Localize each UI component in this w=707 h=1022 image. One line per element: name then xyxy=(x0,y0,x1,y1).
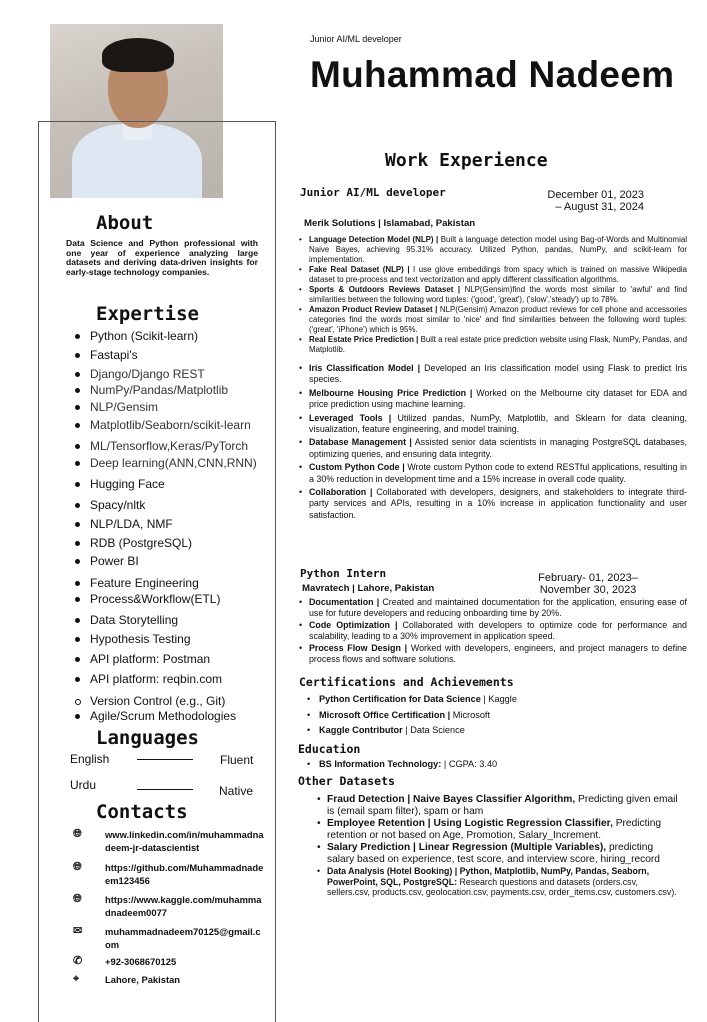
job-bullet: • Sports & Outdoors Reviews Dataset | NLP(Gensim)find the words most similar to 'awful' and find similarities between the following word tuples: ('good', 'great'), ('slow','steady') up to 78%. xyxy=(299,285,687,305)
expertise-item: Data Storytelling xyxy=(90,613,178,627)
globe-icon: 🌐︎ xyxy=(73,861,82,873)
dataset-item: • Employee Retention | Using Logistic Regression Classifier, Predicting retention or not based on Age, Promotion, Salary_Increment. xyxy=(317,818,682,841)
expertise-heading: Expertise xyxy=(96,303,199,325)
job-bullet: • Custom Python Code | Wrote custom Python code to extend RESTful applications, resulting in a 30% reduction in development time and a 15% increase in overall code quality. xyxy=(299,462,687,485)
contact-github[interactable]: 🌐︎ https://github.com/Muhammadnadeem123456 xyxy=(73,861,264,886)
about-text: Data Science and Python professional with one year of experience analyzing large datasets and deriving data-driven insights for early-stage technology companies. xyxy=(66,238,258,277)
certification-item: • Kaggle Contributor | Data Science xyxy=(299,723,689,739)
language-level: Fluent xyxy=(220,753,254,767)
job-company: Mavratech | Lahore, Pakistan xyxy=(302,583,435,594)
dataset-item: • Salary Prediction | Linear Regression (Multiple Variables), predicting salary based on experience, test score, and interview score, hiring_record xyxy=(317,842,682,865)
location-pin-icon: ⌖ xyxy=(73,973,80,985)
expertise-item: Power BI xyxy=(90,554,139,568)
job-bullet: • Process Flow Design | Worked with developers, engineers, and project managers to define process flows and software solutions. xyxy=(299,643,687,666)
header-role: Junior AI/ML developer xyxy=(310,34,402,44)
expertise-item: NumPy/Pandas/Matplotlib xyxy=(90,383,228,397)
job-bullet: • Collaboration | Collaborated with developers, designers, and stakeholders to integrate third-party services and APIs, resulting in a 10% increase in application functionality and user satisfaction. xyxy=(299,487,687,521)
about-heading: About xyxy=(96,212,154,234)
phone-icon: ✆ xyxy=(73,955,83,967)
globe-icon: 🌐︎ xyxy=(73,893,82,905)
contacts-heading: Contacts xyxy=(96,801,188,823)
education-heading: Education xyxy=(298,742,361,756)
job-bullet: • Iris Classification Model | Developed an Iris classification model using Flask to predict Iris species. xyxy=(299,363,687,386)
job-bullet: • Fake Real Dataset (NLP) | I use glove embeddings from spacy which is trained on massive Wikipedia dataset to pre-process and text vectorization and apply different classification algorithms. xyxy=(299,265,687,285)
expertise-item: Feature Engineering xyxy=(90,576,199,590)
expertise-item: Process&Workflow(ETL) xyxy=(90,592,220,606)
expertise-item: Deep learning(ANN,CNN,RNN) xyxy=(90,456,257,470)
education-list xyxy=(299,757,689,773)
expertise-item: RDB (PostgreSQL) xyxy=(90,536,192,550)
certifications-heading: Certifications and Achievements xyxy=(299,675,514,689)
job-title: Junior AI/ML developer xyxy=(300,186,446,199)
job-bullet: • Documentation | Created and maintained documentation for the application, ensuring ease of use for future developers and reducing onboarding time by 20%. xyxy=(299,597,687,620)
language-level: Native xyxy=(219,784,254,798)
job-bullets xyxy=(299,235,687,355)
education-item: • BS Information Technology: | CGPA: 3.40 xyxy=(299,757,689,773)
job-date: December 01, 2023 – August 31, 2024 xyxy=(547,189,644,213)
other-datasets-heading: Other Datasets xyxy=(298,774,395,788)
job-bullet: • Melbourne Housing Price Prediction | Worked on the Melbourne city dataset for EDA and price prediction using machine learning. xyxy=(299,388,687,411)
certification-item: • Python Certification for Data Science | Kaggle xyxy=(299,692,689,708)
work-heading: Work Experience xyxy=(385,150,548,171)
job-bullet: • Code Optimization | Collaborated with developers to optimize code for performance and scalability, leading to a 30% improvement in application speed. xyxy=(299,620,687,643)
expertise-item: NLP/Gensim xyxy=(90,400,158,414)
certification-item: • Microsoft Office Certification | Microsoft xyxy=(299,708,689,724)
expertise-item: Hypothesis Testing xyxy=(90,632,191,646)
expertise-item: API platform: Postman xyxy=(90,652,210,666)
job-bullet: • Real Estate Price Prediction | Built a real estate price prediction website using Flask, NumPy, Pandas, and Matplotlib. xyxy=(299,335,687,355)
expertise-item: Fastapi's xyxy=(90,348,138,362)
contact-location: ⌖ Lahore, Pakistan xyxy=(73,973,181,985)
language-name: English xyxy=(70,752,110,766)
job-title: Python Intern xyxy=(300,567,387,580)
other-datasets-list xyxy=(317,794,682,898)
expertise-item: NLP/LDA, NMF xyxy=(90,517,173,531)
expertise-item: Python (Scikit-learn) xyxy=(90,329,198,343)
dataset-item: • Data Analysis (Hotel Booking) | Python, Matplotlib, NumPy, Pandas, Seaborn, PowerPoint, SQL, PostgreSQL: Research questions and datasets (orders.csv, sellers.csv, products.csv, geolocation.csv, payments.csv, order_items.csv, customers.csv). xyxy=(317,866,682,898)
expertise-item: ML/Tensorflow,Keras/PyTorch xyxy=(90,439,248,453)
languages-heading: Languages xyxy=(96,727,199,749)
expertise-item: Matplotlib/Seaborn/scikit-learn xyxy=(90,418,251,432)
certifications-list xyxy=(299,692,689,739)
expertise-item: Agile/Scrum Methodologies xyxy=(90,709,236,723)
expertise-item: Spacy/nltk xyxy=(90,498,145,512)
job-bullet: • Database Management | Assisted senior data scientists in managing PostgreSQL databases, optimizing queries, and ensuring data integrity. xyxy=(299,437,687,460)
contact-linkedin[interactable]: 🌐︎ www.linkedin.com/in/muhammadnadeem-jr-datascientist xyxy=(73,828,264,853)
contact-phone[interactable]: ✆ +92-3068670125 xyxy=(73,955,177,967)
expertise-item: Hugging Face xyxy=(90,477,165,491)
globe-icon: 🌐︎ xyxy=(73,828,82,840)
expertise-item: Version Control (e.g., Git) xyxy=(90,694,225,708)
mail-icon: ✉ xyxy=(73,925,83,937)
language-name: Urdu xyxy=(70,778,97,792)
expertise-item: API platform: reqbin.com xyxy=(90,672,222,686)
header-name: Muhammad Nadeem xyxy=(310,54,675,95)
contact-kaggle[interactable]: 🌐︎ https://www.kaggle.com/muhammadnadeem0077 xyxy=(73,893,262,918)
contact-email[interactable]: ✉ muhammadnadeem70125@gmail.com xyxy=(73,925,261,950)
job-bullet: • Language Detection Model (NLP) | Built a language detection model using Bag-of-Words and Multinomial Naive Bayes, achieving 95.31% accuracy. Utilized Python, pandas, NumPy, and scikit-learn for implementation. xyxy=(299,235,687,265)
job-bullets xyxy=(299,597,687,665)
expertise-item: Django/Django REST xyxy=(90,367,205,381)
job-company: Merik Solutions | Islamabad, Pakistan xyxy=(304,218,476,229)
job-bullet: • Leveraged Tools | Utilized pandas, NumPy, Matplotlib, and Sklearn for data cleaning, visualization, feature engineering, and model training. xyxy=(299,413,687,436)
job-bullets-2 xyxy=(299,363,687,521)
job-date: February- 01, 2023– November 30, 2023 xyxy=(538,572,638,596)
job-bullet: • Amazon Product Review Dataset | NLP(Gensim) Amazon product reviews for cell phone and accessories categories find the words most similar to 'nice' and find similarities between the following word tuples: ('great', 'iPhone') which is 95%. xyxy=(299,305,687,335)
dataset-item: • Fraud Detection | Naive Bayes Classifier Algorithm, Predicting given email is (email spam filter), spam or ham xyxy=(317,794,682,817)
